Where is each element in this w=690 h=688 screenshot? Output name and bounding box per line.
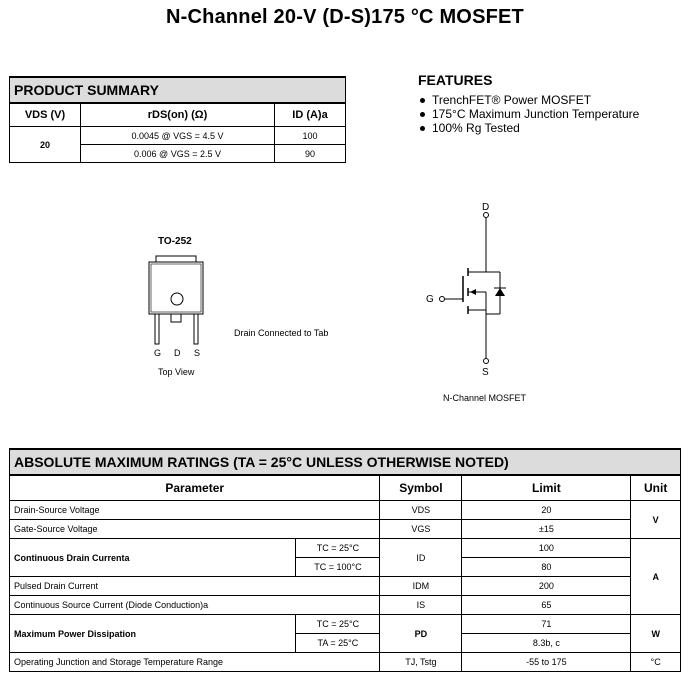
limit-cell: 200 [462, 577, 631, 596]
limit-cell: 20 [462, 501, 631, 520]
unit-cell: V [631, 501, 681, 539]
symbol-cell: PD [380, 615, 462, 653]
symbol-cell: VDS [380, 501, 462, 520]
product-summary-table [9, 76, 346, 163]
package-note: Drain Connected to Tab [234, 328, 329, 338]
col-limit: Limit [462, 475, 631, 501]
unit-cell: W [631, 615, 681, 653]
condition-cell: TC = 25°C [296, 615, 380, 634]
unit-cell: A [631, 539, 681, 615]
symbol-cell: ID [380, 539, 462, 577]
limit-cell: 100 [462, 539, 631, 558]
rds-value: 0.0045 @ VGS = 4.5 V [81, 127, 275, 145]
limit-cell: 71 [462, 615, 631, 634]
symbol-cell: IS [380, 596, 462, 615]
limit-cell: 65 [462, 596, 631, 615]
symbol-cell: VGS [380, 520, 462, 539]
param-cell: Operating Junction and Storage Temperature Range [10, 653, 380, 672]
mosfet-symbol-icon [430, 210, 520, 370]
package-view: Top View [158, 367, 195, 377]
package-pins [154, 348, 214, 358]
limit-cell: ±15 [462, 520, 631, 539]
symbol-cell: IDM [380, 577, 462, 596]
features-heading: FEATURES [418, 72, 493, 88]
limit-cell: 8.3b, c [462, 634, 631, 653]
package-name: TO-252 [158, 236, 192, 247]
symbol-caption: N-Channel MOSFET [443, 393, 527, 403]
limit-cell: 80 [462, 558, 631, 577]
ratings-table [9, 448, 681, 672]
condition-cell: TA = 25°C [296, 634, 380, 653]
limit-cell: -55 to 175 [462, 653, 631, 672]
package-outline-icon [140, 250, 220, 350]
symbol-cell: TJ, Tstg [380, 653, 462, 672]
pin-label: D [174, 348, 181, 358]
id-value: 90 [275, 145, 346, 163]
param-cell: Continuous Source Current (Diode Conduction)a [10, 596, 380, 615]
param-cell: Continuous Drain Currenta [10, 539, 296, 577]
features-section [418, 72, 639, 135]
param-cell: Pulsed Drain Current [10, 577, 380, 596]
source-label: S [482, 367, 489, 378]
col-id: ID (A)a [275, 103, 346, 127]
param-cell: Maximum Power Dissipation [10, 615, 296, 653]
rds-value: 0.006 @ VGS = 2.5 V [81, 145, 275, 163]
col-symbol: Symbol [380, 475, 462, 501]
feature-item: TrenchFET® Power MOSFET [418, 93, 639, 107]
col-vds: VDS (V) [10, 103, 81, 127]
page-title: N-Channel 20-V (D-S)175 °C MOSFET [166, 6, 524, 28]
id-value: 100 [275, 127, 346, 145]
pin-label: S [194, 348, 201, 358]
condition-cell: TC = 100°C [296, 558, 380, 577]
param-cell: Gate-Source Voltage [10, 520, 380, 539]
col-rds: rDS(on) (Ω) [81, 103, 275, 127]
product-summary-heading: PRODUCT SUMMARY [10, 77, 346, 103]
unit-cell: °C [631, 653, 681, 672]
feature-item: 175°C Maximum Junction Temperature [418, 107, 639, 121]
gate-label: G [426, 294, 434, 305]
param-cell: Drain-Source Voltage [10, 501, 380, 520]
col-unit: Unit [631, 475, 681, 501]
ratings-heading: ABSOLUTE MAXIMUM RATINGS (TA = 25°C UNLESS OTHERWISE NOTED) [10, 449, 681, 475]
col-parameter: Parameter [10, 475, 380, 501]
pin-label: G [154, 348, 162, 358]
vds-value: 20 [10, 127, 81, 163]
drain-label: D [482, 202, 490, 213]
condition-cell: TC = 25°C [296, 539, 380, 558]
feature-item: 100% Rg Tested [418, 121, 639, 135]
